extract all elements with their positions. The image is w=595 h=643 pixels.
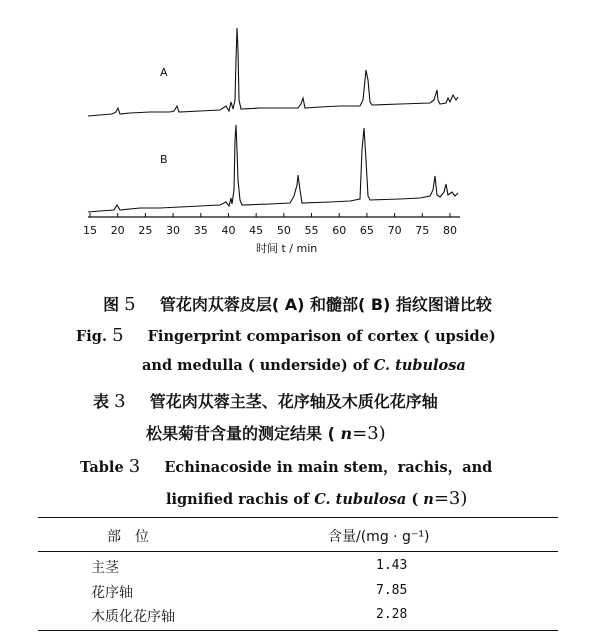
x-tick-label: 45 <box>249 224 264 237</box>
table-header-rule <box>38 551 558 552</box>
table-en-prefix: Table <box>80 459 124 476</box>
table-caption-cn-line2 <box>146 421 386 444</box>
tab-cn-line1: 管花肉苁蓉主茎、花序轴及木质化花序轴 <box>149 392 438 411</box>
table-n: n <box>423 491 434 508</box>
figure-caption-cn <box>0 292 595 315</box>
x-tick-label: 75 <box>415 224 430 237</box>
x-tick-label: 35 <box>193 224 208 237</box>
fig-prefix: 图 <box>103 295 120 314</box>
figure-caption-en-line2 <box>142 357 466 374</box>
table-en-line1: Echinacoside in main stem，rachis，and <box>164 459 493 476</box>
fig-en-line2: and medulla ( underside) of <box>142 357 374 374</box>
x-tick-label: 55 <box>304 224 319 237</box>
table-caption-cn-line1 <box>93 389 438 412</box>
table-en-line2: lignified rachis of <box>166 491 315 508</box>
table-header-part: 部 位 <box>107 529 149 545</box>
table-row-1-part: 主茎 <box>91 560 119 576</box>
table-species-name: C. tubulosa <box>314 491 407 508</box>
tab-number: 3 <box>114 391 126 412</box>
chromatogram-trace-a <box>88 28 458 116</box>
table-caption-en-line1 <box>80 456 492 477</box>
fig-en-prefix: Fig. <box>76 328 107 345</box>
x-tick-label: 70 <box>387 224 402 237</box>
x-tick-label: 60 <box>332 224 347 237</box>
x-tick-label: 80 <box>443 224 457 237</box>
fig-cn-title: 管花肉苁蓉皮层( A) 和髓部( B) 指纹图谱比较 <box>159 295 492 314</box>
trace-label-b: B <box>160 153 168 166</box>
trace-label-a: A <box>160 66 168 79</box>
table-row-2-value: 7.85 <box>376 583 408 598</box>
fig-en-line1: Fingerprint comparison of cortex ( upside) <box>147 328 496 345</box>
x-tick-label: 25 <box>138 224 153 237</box>
x-tick-label: 40 <box>221 224 236 237</box>
fig-number: 5 <box>124 294 136 315</box>
table-row-2-part: 花序轴 <box>91 585 133 601</box>
x-tick-label: 15 <box>83 224 97 237</box>
table-header-content: 含量/(mg · g⁻¹) <box>328 529 430 545</box>
x-tick-label: 50 <box>276 224 291 237</box>
table-row-1-value: 1.43 <box>376 558 408 573</box>
table-row-3-part: 木质化花序轴 <box>91 609 175 625</box>
tab-n-value: =3) <box>352 423 386 444</box>
x-tick-label: 30 <box>166 224 181 237</box>
figure-caption-en-line1 <box>76 325 496 346</box>
x-tick-label: 20 <box>110 224 125 237</box>
tab-n: n <box>340 424 353 443</box>
table-en-number: 3 <box>128 456 141 477</box>
chromatogram-figure <box>0 0 595 265</box>
tab-cn-line2: 松果菊苷含量的测定结果 ( <box>146 424 341 443</box>
table-top-rule <box>38 517 558 518</box>
table-caption-en-line2: lignified rachis of C. tubulosa ( n=3) <box>166 488 468 509</box>
chromatogram-trace-b <box>88 125 458 212</box>
tab-prefix: 表 <box>93 392 110 411</box>
x-tick-label: 65 <box>359 224 374 237</box>
species-name: C. tubulosa <box>373 357 466 374</box>
x-axis-label: 时间 t / min <box>256 242 318 255</box>
table-n-value: =3) <box>433 488 468 509</box>
table-row-3-value: 2.28 <box>376 607 408 622</box>
table-bottom-rule <box>38 630 558 631</box>
fig-en-number: 5 <box>112 325 124 346</box>
